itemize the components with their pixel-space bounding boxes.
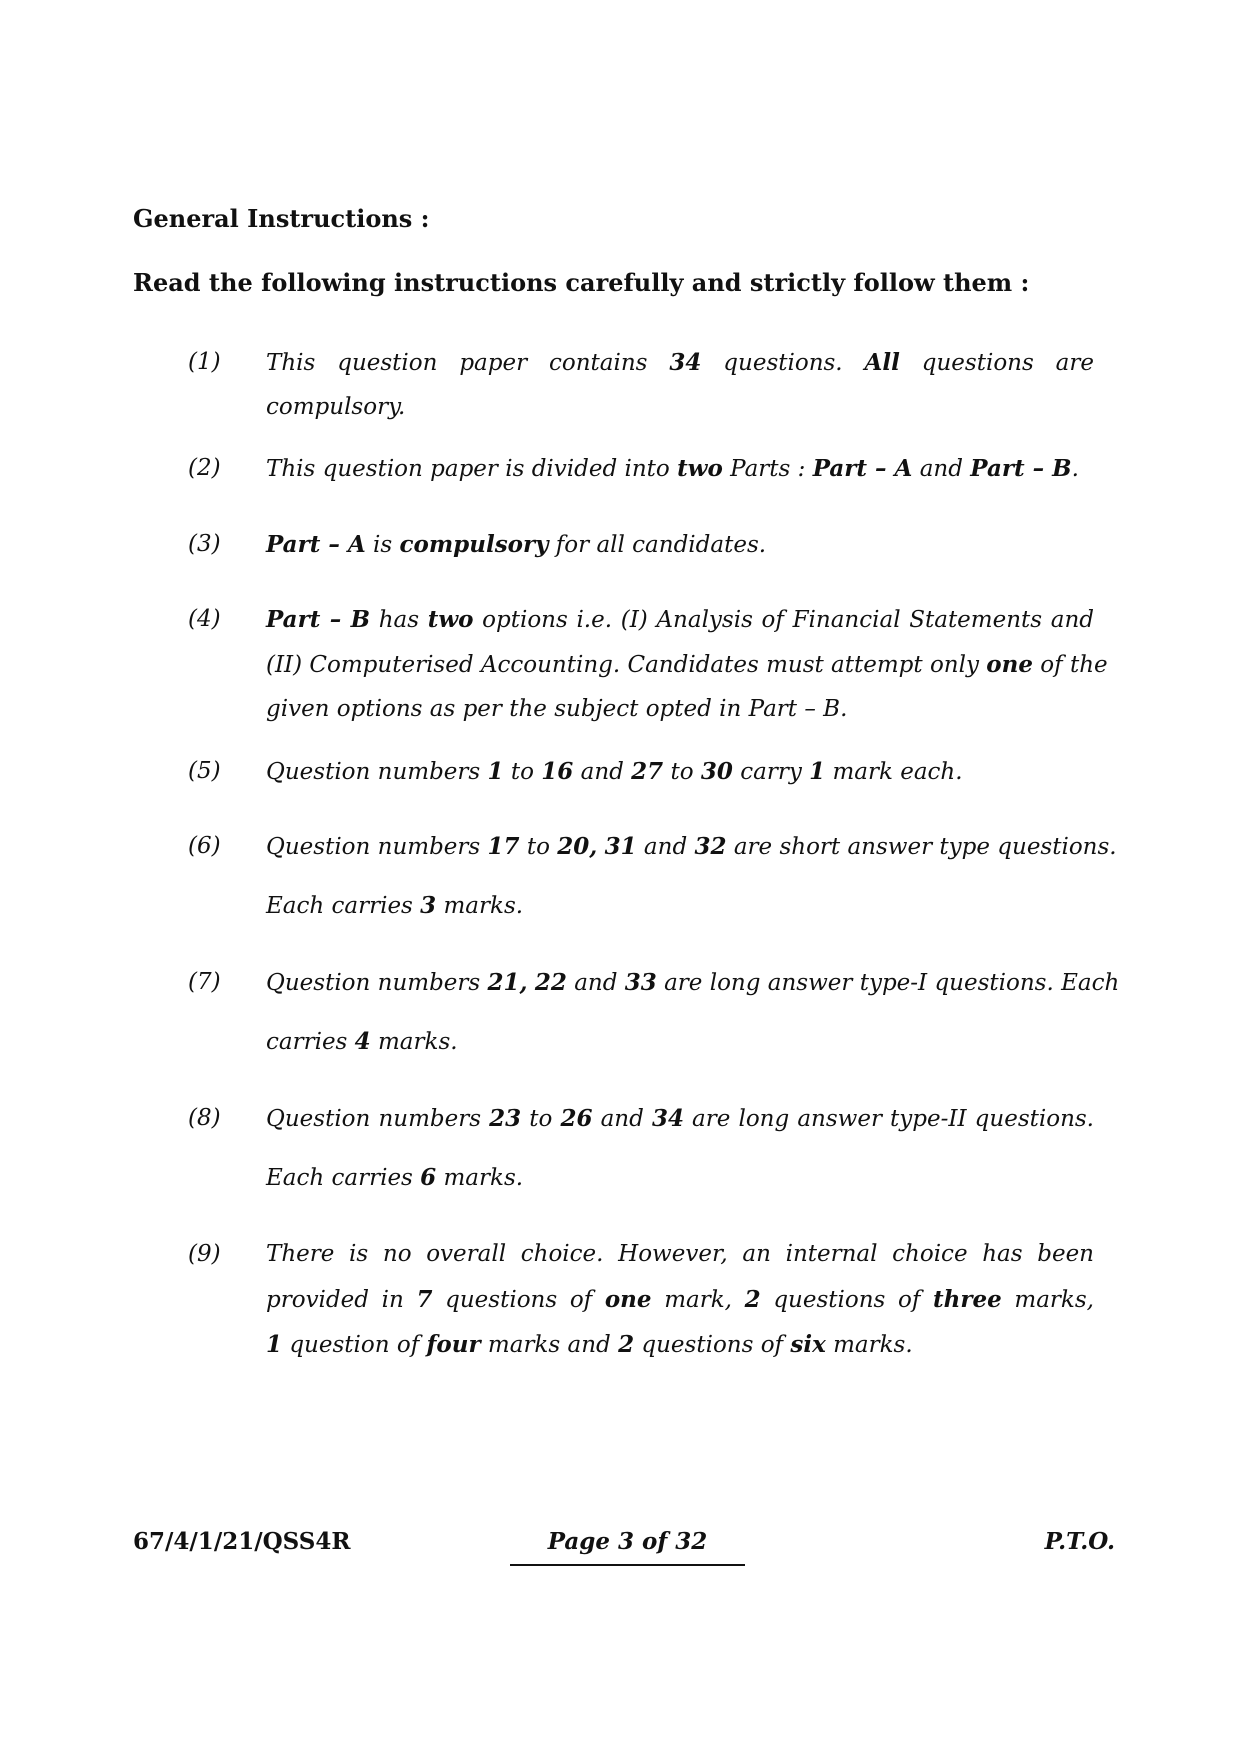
instruction-number: (8) (188, 1105, 221, 1131)
instruction-text (266, 522, 1094, 567)
instruction-number: (1) (188, 349, 221, 375)
text-segment: questions of (760, 1287, 934, 1313)
text-segment: to (663, 759, 701, 785)
text-segment: This question paper contains (266, 350, 670, 376)
instruction-text (266, 1096, 1094, 1200)
text-segment: three (933, 1286, 1002, 1313)
text-segment: There is no overall choice. However, an internal choice has been (266, 1241, 1094, 1267)
text-segment: Parts : (722, 456, 813, 482)
text-segment: four (426, 1331, 481, 1358)
instruction-number: (6) (188, 833, 221, 859)
text-segment: This question paper is divided into (266, 456, 678, 482)
text-segment: 31 (604, 833, 637, 860)
text-segment: 16 (541, 758, 574, 785)
text-segment: All (864, 349, 900, 376)
instruction-line (266, 1155, 1094, 1200)
text-segment: questions of (432, 1287, 605, 1313)
text-segment: options i.e. (I) Analysis of Financial Statements and (473, 607, 1094, 633)
instruction-text (266, 749, 1094, 794)
instruction-line (266, 1232, 1094, 1277)
text-segment: to (503, 759, 542, 785)
text-segment: 20, (557, 833, 598, 860)
text-segment: 17 (487, 833, 520, 860)
instruction-line (266, 642, 1108, 687)
text-segment: has (370, 607, 428, 633)
text-segment: questions are (899, 350, 1094, 376)
instruction-line (266, 1277, 1094, 1322)
text-segment: 2 (744, 1286, 761, 1313)
text-segment: 2 (618, 1331, 635, 1358)
text-segment: mark, (651, 1287, 745, 1313)
text-segment (597, 834, 604, 860)
text-segment: Part – B (266, 606, 371, 633)
text-segment: are long answer type-II questions. (683, 1106, 1094, 1132)
text-segment: 21, (487, 969, 528, 996)
text-segment: Question numbers (266, 759, 488, 785)
instruction-line (266, 749, 1094, 794)
text-segment: and (573, 759, 632, 785)
instruction-number: (7) (188, 969, 221, 995)
instruction-line (266, 597, 1094, 642)
instruction-text (266, 824, 1117, 928)
text-segment: to (521, 1106, 561, 1132)
text-segment: 3 (420, 892, 437, 919)
text-segment: 26 (560, 1105, 593, 1132)
text-segment: 4 (354, 1028, 371, 1055)
page-number: Page 3 of 32 (510, 1528, 745, 1566)
text-segment: compulsory (399, 531, 549, 558)
text-segment: marks. (436, 1165, 524, 1191)
text-segment: Part – B (970, 455, 1072, 482)
text-segment: are short answer type questions. (726, 834, 1117, 860)
pto-label: P.T.O. (1044, 1528, 1115, 1555)
text-segment: 27 (631, 758, 664, 785)
instruction-line (266, 446, 1094, 491)
instruction-line (266, 824, 1117, 869)
text-segment: Each carries (266, 893, 421, 919)
text-segment: 7 (416, 1286, 433, 1313)
text-segment: 23 (489, 1105, 522, 1132)
text-segment: and (912, 456, 971, 482)
instruction-number: (9) (188, 1241, 221, 1267)
text-segment: are long answer type-I questions. Each (656, 970, 1120, 996)
instruction-line (266, 1096, 1094, 1141)
text-segment: Part – A (266, 531, 366, 558)
text-segment: of the (1032, 652, 1108, 678)
instruction-number: (5) (188, 758, 221, 784)
instruction-line (266, 385, 1094, 430)
text-segment: (II) Computerised Accounting. Candidates must attempt only (266, 652, 987, 678)
instruction-text (266, 340, 1094, 430)
text-segment: questions. (701, 350, 865, 376)
text-segment: Question numbers (266, 834, 488, 860)
instruction-line (266, 960, 1120, 1005)
text-segment (528, 970, 535, 996)
text-segment: marks, (1001, 1287, 1094, 1313)
instruction-number: (3) (188, 531, 221, 557)
text-segment: Each carries (266, 1165, 421, 1191)
text-segment: question of (282, 1332, 427, 1358)
text-segment: for all candidates. (548, 532, 767, 558)
text-segment: given options as per the subject opted in Part – B. (266, 696, 848, 722)
paper-code: 67/4/1/21/QSS4R (133, 1528, 351, 1555)
text-segment: and (592, 1106, 652, 1132)
text-segment: 30 (700, 758, 733, 785)
text-segment: one (604, 1286, 652, 1313)
text-segment: marks. (436, 893, 524, 919)
text-segment: 32 (694, 833, 727, 860)
text-segment: 1 (487, 758, 504, 785)
instruction-text (266, 597, 1108, 732)
text-segment: 33 (624, 969, 657, 996)
instruction-line (266, 883, 1094, 928)
text-segment: and (636, 834, 695, 860)
text-segment: 34 (651, 1105, 684, 1132)
text-segment: marks and (480, 1332, 619, 1358)
text-segment: Question numbers (266, 970, 488, 996)
instruction-line (266, 687, 1094, 732)
text-segment: questions of (634, 1332, 791, 1358)
text-segment: Part – A (812, 455, 913, 482)
instruction-number: (2) (188, 455, 221, 481)
read-instructions-heading: Read the following instructions carefully and strictly follow them : (133, 268, 1030, 297)
text-segment: marks. (825, 1332, 913, 1358)
instruction-text (266, 446, 1094, 491)
text-segment: two (677, 455, 723, 482)
text-segment: two (427, 606, 474, 633)
text-segment: 1 (266, 1331, 283, 1358)
text-segment: . (1071, 456, 1079, 482)
instruction-number: (4) (188, 606, 221, 632)
text-segment: is (365, 532, 400, 558)
instruction-text (266, 1232, 1094, 1367)
text-segment: carry (732, 759, 810, 785)
instruction-line (266, 1322, 1094, 1367)
text-segment: 6 (420, 1164, 437, 1191)
text-segment: marks. (370, 1029, 458, 1055)
general-instructions-heading: General Instructions : (133, 204, 430, 233)
text-segment: and (566, 970, 625, 996)
instruction-line (266, 522, 1094, 567)
instruction-text (266, 960, 1120, 1064)
text-segment: 1 (809, 758, 826, 785)
text-segment: Question numbers (266, 1106, 490, 1132)
text-segment: provided in (266, 1287, 417, 1313)
text-segment: 34 (669, 349, 702, 376)
text-segment: carries (266, 1029, 355, 1055)
text-segment: to (519, 834, 558, 860)
text-segment: six (790, 1331, 826, 1358)
instruction-line (266, 1019, 1094, 1064)
text-segment: one (986, 651, 1033, 678)
text-segment: compulsory. (266, 394, 406, 420)
instruction-line (266, 340, 1094, 385)
text-segment: 22 (534, 969, 567, 996)
text-segment: mark each. (825, 759, 963, 785)
